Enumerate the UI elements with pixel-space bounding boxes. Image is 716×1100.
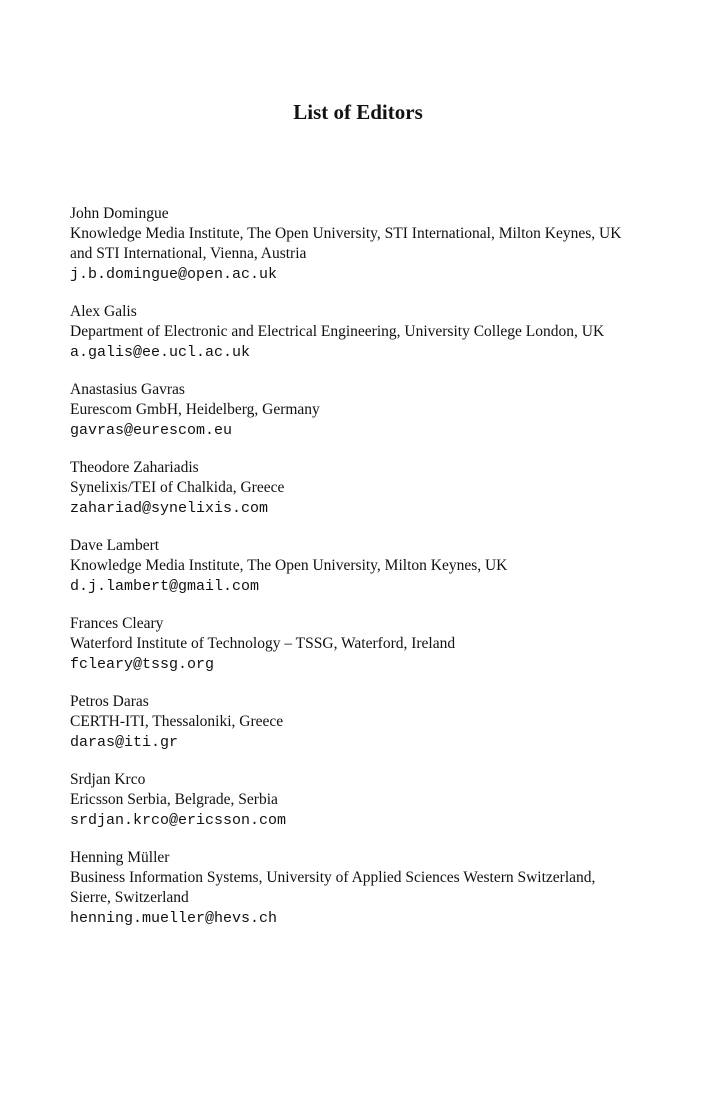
editor-name: Henning Müller <box>70 849 170 866</box>
editor-entry <box>70 380 670 442</box>
editor-affiliation: and STI International, Vienna, Austria <box>70 245 307 262</box>
editor-email: j.b.domingue@open.ac.uk <box>70 266 278 283</box>
editor-email: gavras@eurescom.eu <box>70 422 233 439</box>
editor-entry <box>70 770 670 832</box>
editor-affiliation: Department of Electronic and Electrical Engineering, University College London, UK <box>70 323 605 340</box>
editor-affiliation: Waterford Institute of Technology – TSSG, Waterford, Ireland <box>70 635 456 652</box>
editor-affiliation: CERTH-ITI, Thessaloniki, Greece <box>70 713 284 730</box>
page-title: List of Editors <box>293 100 423 124</box>
editor-name: Srdjan Krco <box>70 771 146 788</box>
editor-email: zahariad@synelixis.com <box>70 500 269 517</box>
editor-affiliation: Knowledge Media Institute, The Open University, STI International, Milton Keynes, UK <box>70 225 622 242</box>
editor-name: Theodore Zahariadis <box>70 459 199 476</box>
editor-name: Dave Lambert <box>70 537 160 554</box>
editor-affiliation: Eurescom GmbH, Heidelberg, Germany <box>70 401 320 418</box>
editor-email: d.j.lambert@gmail.com <box>70 578 260 595</box>
editor-affiliation: Business Information Systems, University of Applied Sciences Western Switzerland, <box>70 869 596 886</box>
editor-name: Petros Daras <box>70 693 149 710</box>
editor-email: a.galis@ee.ucl.ac.uk <box>70 344 251 361</box>
editor-list <box>70 204 670 946</box>
editor-name: Anastasius Gavras <box>70 381 185 398</box>
editor-entry <box>70 536 670 598</box>
editor-email: fcleary@tssg.org <box>70 656 215 673</box>
editor-email: srdjan.krco@ericsson.com <box>70 812 287 829</box>
editor-email: henning.mueller@hevs.ch <box>70 910 278 927</box>
editor-entry <box>70 614 670 676</box>
editor-affiliation: Synelixis/TEI of Chalkida, Greece <box>70 479 285 496</box>
editor-affiliation: Sierre, Switzerland <box>70 889 189 906</box>
editor-entry <box>70 458 670 520</box>
editor-affiliation: Ericsson Serbia, Belgrade, Serbia <box>70 791 278 808</box>
editor-name: Frances Cleary <box>70 615 164 632</box>
editor-entry <box>70 848 670 930</box>
editor-entry <box>70 692 670 754</box>
editor-name: Alex Galis <box>70 303 137 320</box>
editor-entry <box>70 204 670 286</box>
editor-affiliation: Knowledge Media Institute, The Open University, Milton Keynes, UK <box>70 557 508 574</box>
editor-email: daras@iti.gr <box>70 734 179 751</box>
editor-entry <box>70 302 670 364</box>
editor-name: John Domingue <box>70 205 169 222</box>
